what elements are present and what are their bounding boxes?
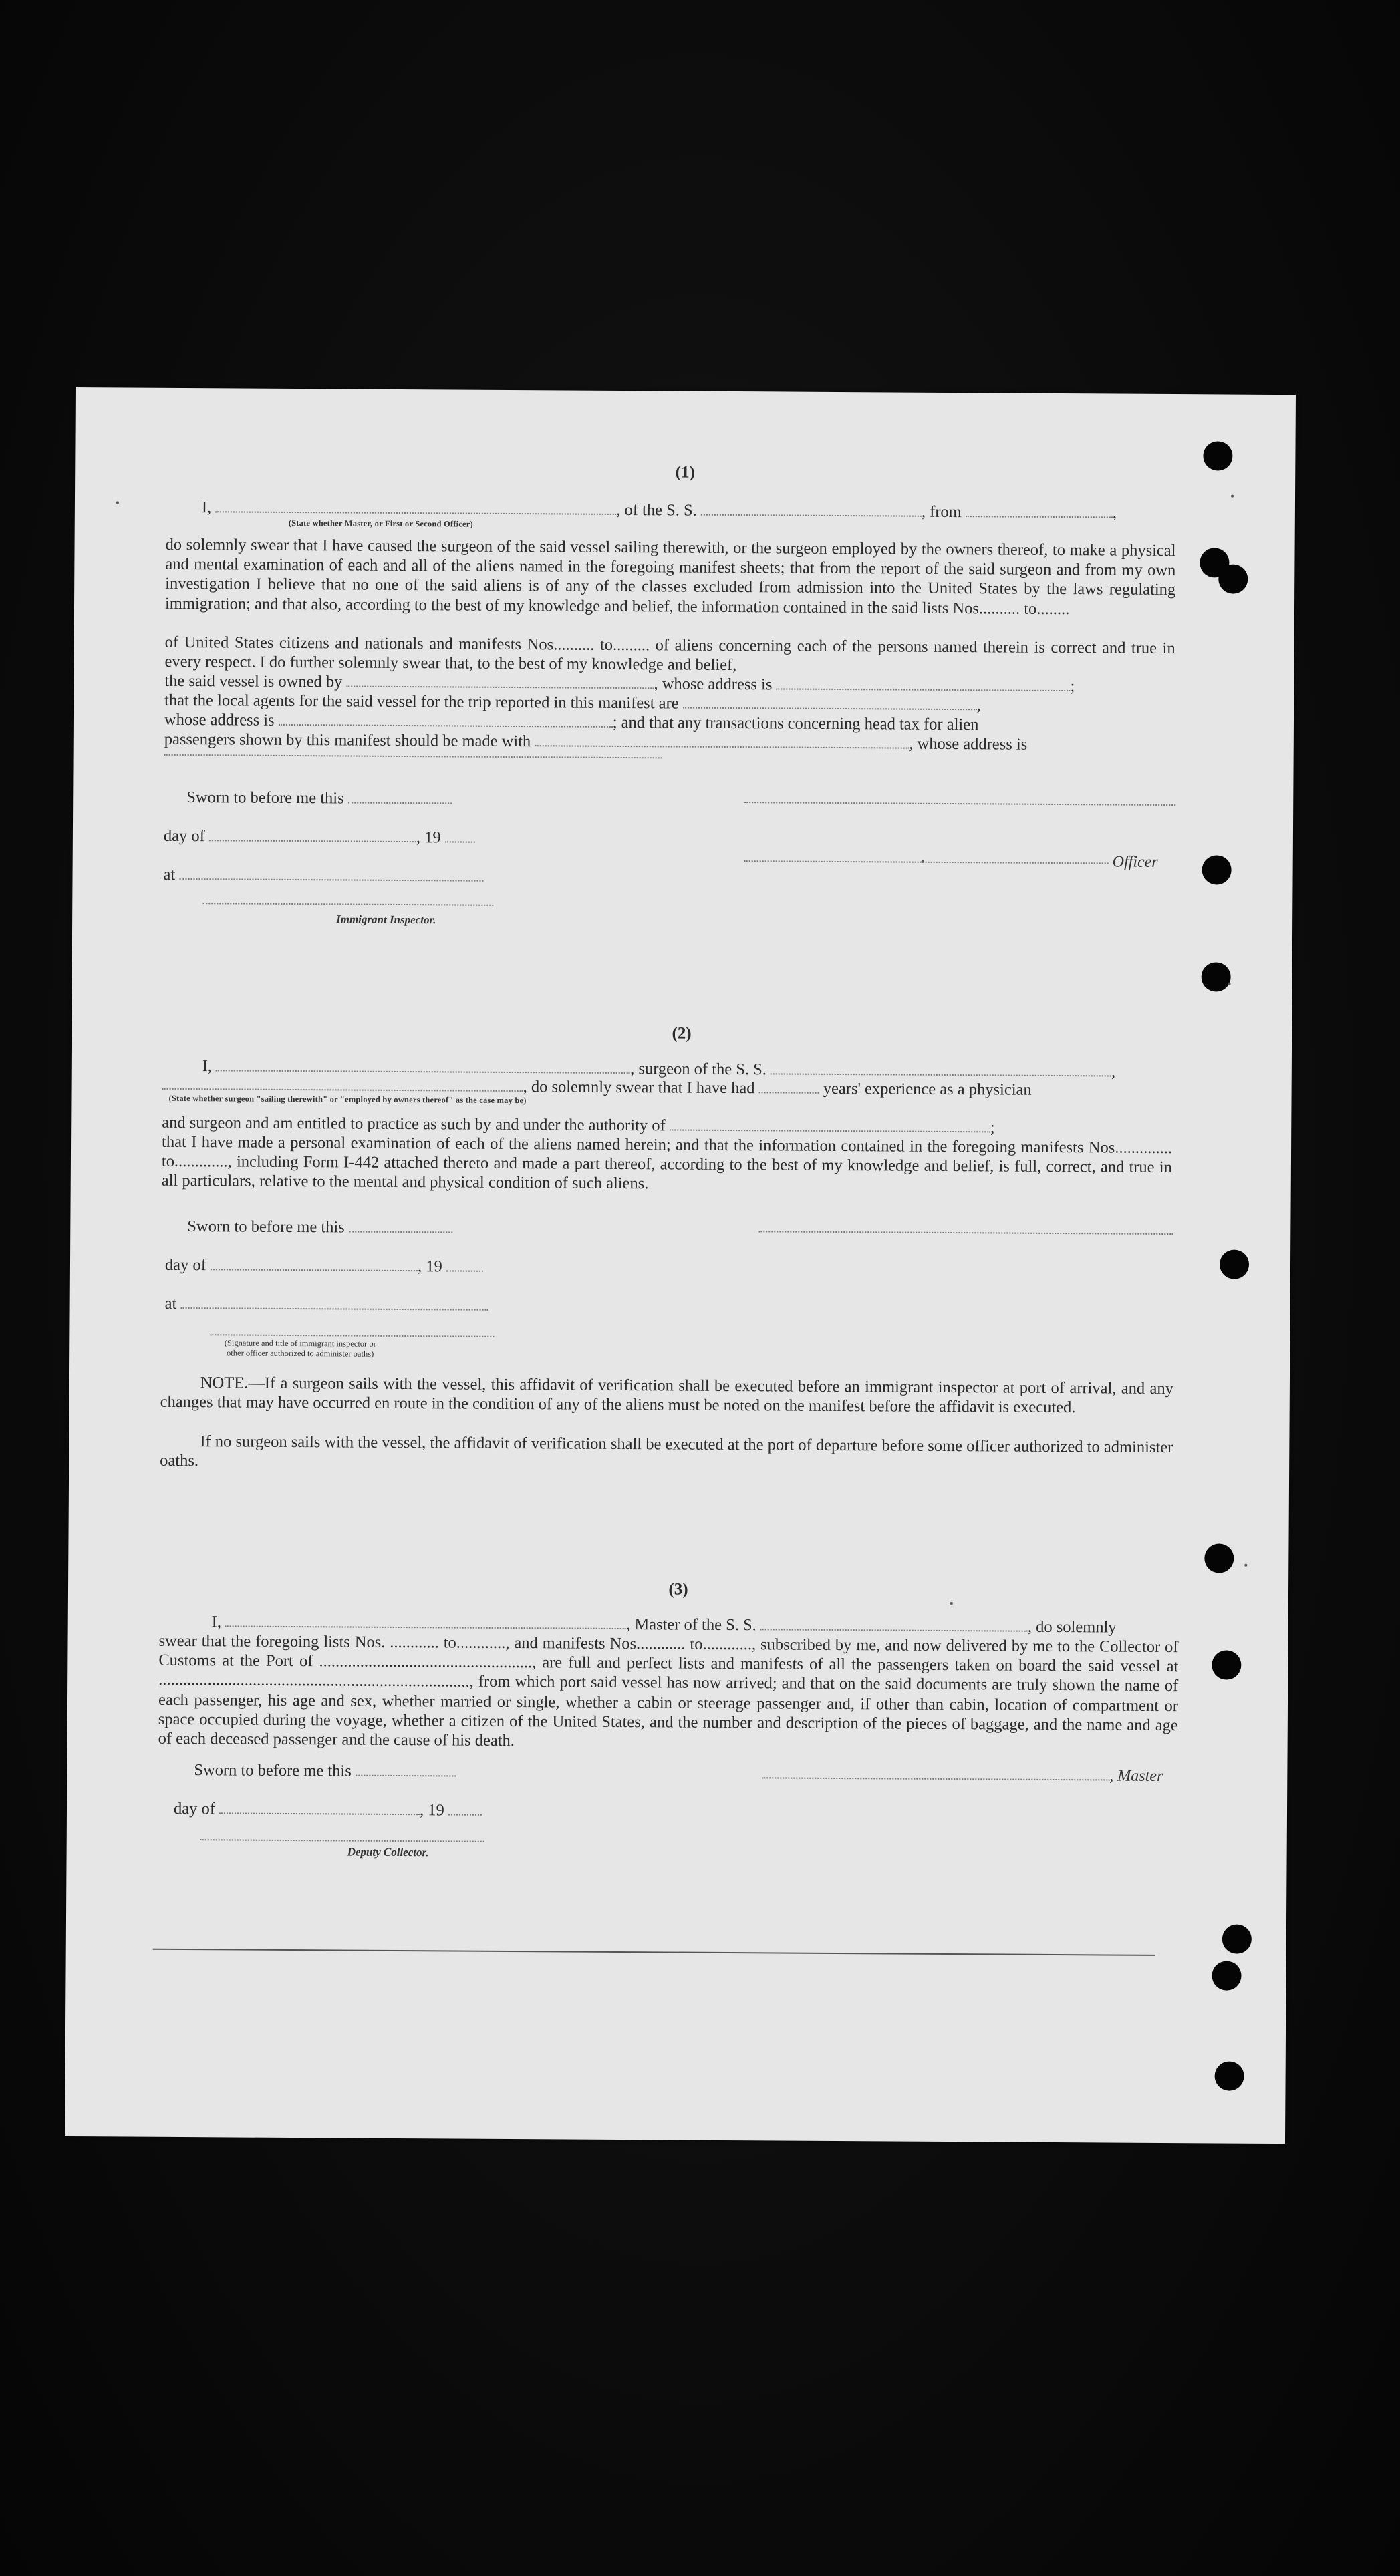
section-1-line-1: I, , of the S. S. , from , [201,498,1117,522]
section-2-line-1: I, , surgeon of the S. S. , [202,1057,1116,1081]
surgeon-type-note: (State whether surgeon "sailing therewith" or "employed by owners thereof" as the case may be) [168,1093,527,1106]
section-2-day-of: day of , 19 [165,1255,483,1277]
punch-hole [1202,855,1231,884]
punch-hole [1218,564,1248,593]
signature-title-note: (Signature and title of immigrant inspector or other officer authorized to administer oaths) [224,1338,376,1359]
section-2-at: at [165,1294,488,1315]
punch-hole [1220,1249,1249,1279]
master-signature: , Master [762,1764,1163,1786]
section-3-sworn: Sworn to before me this [194,1760,456,1781]
speck [116,501,119,504]
section-1-body-b: of United States citizens and nationals and manifests Nos.......... to......... of aliens concerning each of the persons named therein is correct and true in every respect. I do further solemnly swear that, to the best of my knowledge and belief, [164,633,1175,675]
punch-hole [1212,1650,1241,1679]
local-agents-line: that the local agents for the said vessel for the trip reported in this manifest are , [164,691,981,715]
punch-hole [1202,962,1231,991]
section-2-sworn: Sworn to before me this [187,1217,452,1237]
section-2-authority-line: and surgeon and am entitled to practice as such by and under the authority of ; [162,1113,995,1137]
master-role-note: (State whether Master, or First or Second Officer) [288,518,473,529]
surgeon-signature-line [758,1229,1173,1235]
speck [1228,983,1231,985]
section-1-number: (1) [675,463,695,482]
speck [1231,495,1234,498]
section-1-body-a: do solemnly swear that I have caused the surgeon of the said vessel sailing therewith, or the surgeon employed by the owners thereof, to make a physical and mental examination of each and all of the aliens named in the foregoing manifest sheets; that from the report of the said surgeon and from my own investigation I believe that no one of the said aliens is of any of the classes excluded from admission into the United States by the laws regulating immigration; and that also, according to the best of my knowledge and belief, the information contained in the said lists Nos.......... to........ [164,535,1176,618]
inspector-signature-line [202,901,493,906]
collector-signature-line [200,1838,484,1842]
section-3-day-of: day of , 19 [174,1799,482,1820]
of-the-ss-label: , of the S. S. [616,500,697,520]
section-1-day-of: day of , 19 [164,826,475,848]
signature-line-top [744,800,1175,806]
section-3-number: (3) [668,1580,688,1599]
bottom-rule [153,1949,1155,1956]
section-3-body: swear that the foregoing lists Nos. ............ to............, and manifests Nos............ to............, subscribed by me, and now delivered by me to the Collector of Customs at the Port of ...................................................., are full and perfect lists and manifests of all the passengers taken on board the said vessel at ............................................................................, from which port said vessel has now arrived; and that on the said documents are truly shown the name of each passenger, his age and sex, whether married or single, whether a cabin or steerage passenger and, if other than cabin, location of compartment or space occupied during the voyage, whether a citizen of the United States, and the number and description of the pieces of baggage, and the name and age of each deceased passenger and the cause of his death. [158,1631,1179,1750]
section-2-note: NOTE.—If a surgeon sails with the vessel, this affidavit of verification shall be executed before an immigrant inspector at port of arrival, and any changes that may have occurred en route in the condition of any of the aliens must be noted on the manifest before the affidavit is executed. [160,1374,1173,1417]
passengers-line: passengers shown by this manifest should be made with , whose address is [164,730,1028,754]
officer-signature-line [744,859,1109,864]
deputy-collector-caption: Deputy Collector. [347,1845,429,1859]
immigrant-inspector-caption: Immigrant Inspector. [336,913,436,927]
punch-hole [1222,1925,1252,1954]
section-1-at: at [163,865,483,887]
manifest-affidavit-page [65,387,1296,2144]
punch-hole [1204,1543,1234,1573]
section-3-line-1: I, , Master of the S. S. , do solemnly [211,1613,1117,1637]
address-continuation-line [164,753,662,759]
section-2-body: that I have made a personal examination of each of the aliens named herein; and that the information contained in the foregoing manifests Nos.............. to............., including Form I-442 attached thereto and made a part thereof, according to the best of my knowledge and belief, is full, correct, and true in all particulars, relative to the mental and physical condition of such aliens. [161,1132,1173,1193]
speck [1244,1564,1247,1567]
inspector-signature-line-2 [210,1333,494,1337]
owned-by-line: the said vessel is owned by , whose address is ; [164,671,1075,696]
officer-label: Officer [1112,853,1158,871]
section-2-number: (2) [672,1024,692,1043]
section-1-sworn: Sworn to before me this [186,788,452,808]
i-label: I, [201,498,212,517]
speck [922,860,924,863]
punch-hole [1214,2061,1244,2090]
from-label: , from [921,502,962,522]
note-label: NOTE. [200,1374,249,1392]
section-2-line-2: , do solemnly swear that I have had years' experience as a physician [162,1075,1032,1100]
speck [950,1602,953,1605]
punch-hole [1212,1961,1241,1990]
agents-address-line: whose address is ; and that any transactions concerning head tax for alien [164,710,979,734]
section-2-note-2: If no surgeon sails with the vessel, the affidavit of verification shall be executed at the port of departure before some officer authorized to administer oaths. [160,1432,1173,1470]
